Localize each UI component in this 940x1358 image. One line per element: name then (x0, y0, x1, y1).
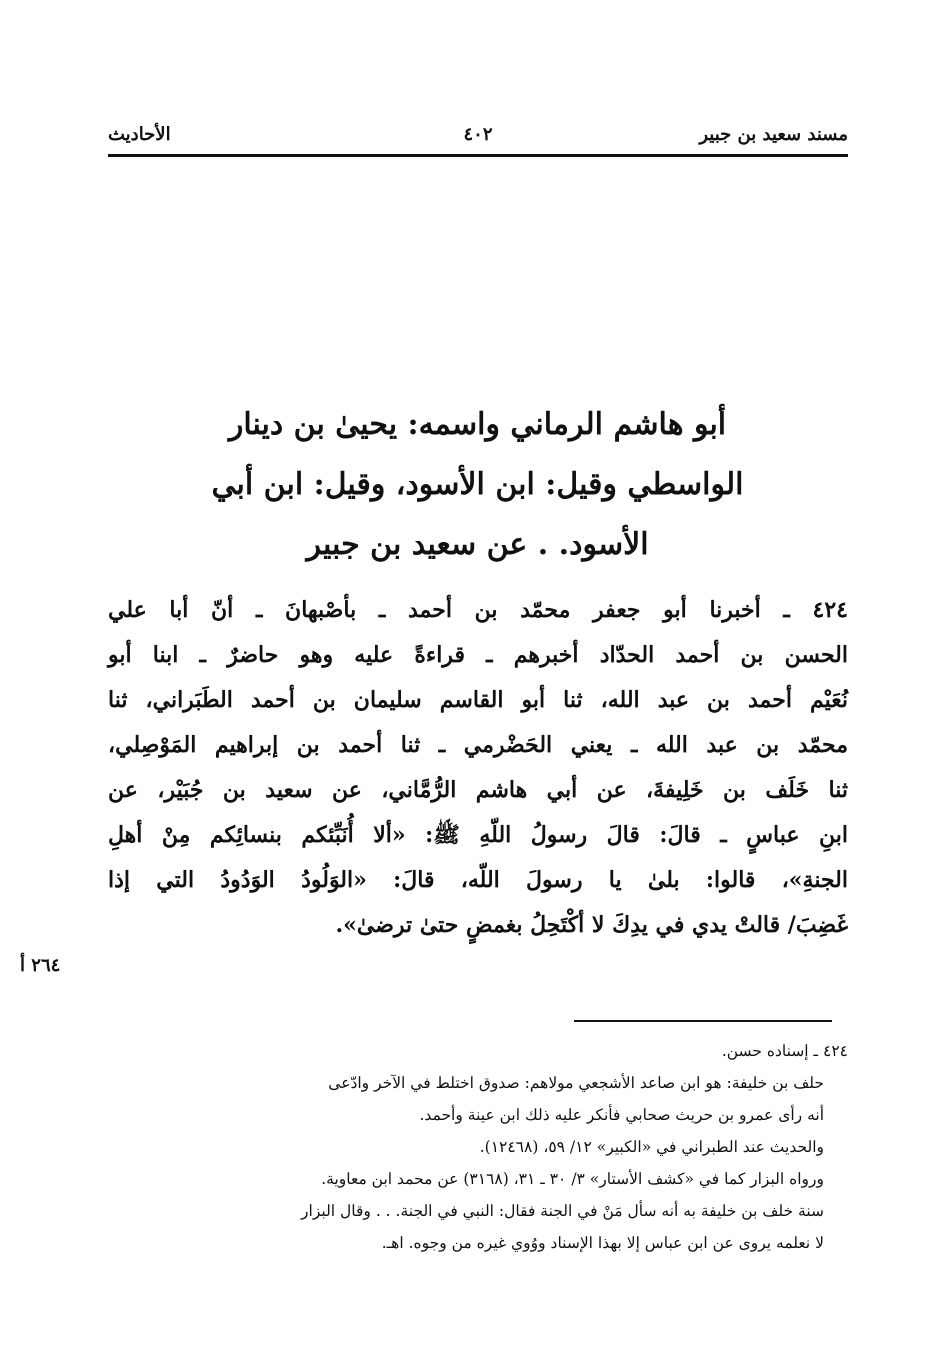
footnote-line: والحديث عند الطبراني في «الكبير» ١٢/ ٥٩، (١٢٤٦٨). (479, 1138, 824, 1156)
footnote-line: حلف بن خليفة: هو ابن صاعد الأشجعي مولاهم: صدوق اختلط في الآخر وادّعى (328, 1074, 824, 1092)
manuscript-folio-note: ٢٦٤ أ (20, 955, 61, 976)
body-line: ثنا خَلَف بن خَلِيفةَ، عن أبي هاشم الرُّمَّاني، عن سعيد بن جُبَيْر، عن (108, 777, 848, 803)
footnotes (108, 1035, 848, 1259)
hadith-text (108, 588, 848, 948)
footnote-rule (574, 1020, 832, 1022)
body-line: غَضِبَ/ قالتْ يدي في يدِكَ لا أكْتَحِلُ بغمضٍ حتىٰ ترضىٰ». (335, 912, 848, 938)
body-line: الحسن بن أحمد الحدّاد أخبرهم ـ قراءةً عليه وهو حاضرٌ ـ ابنا أبو (108, 642, 848, 668)
footnote-line: لا نعلمه يروى عن ابن عباس إلا بهذا الإسناد ووُوي غيره من وجوه. اهـ. (381, 1234, 824, 1252)
header-rule (108, 154, 848, 157)
body-line: ٤٢٤ ـ أخبرنا أبو جعفر محمّد بن أحمد ـ بأصْبهانَ ـ أنّ أبا علي (108, 597, 848, 623)
title-line: الواسطي وقيل: ابن الأسود، وقيل: ابن أبي (211, 467, 744, 502)
header-page-number: ٤٠٢ (463, 124, 493, 145)
footnote-line: ورواه البزار كما في «كشف الأستار» ٣/ ٣٠ ـ ٣١، (٣١٦٨) عن محمد ابن معاوية. (321, 1170, 824, 1188)
footnote-line: أنه رأى عمرو بن حريث صحابي فأنكر عليه ذلك ابن عينة وأحمد. (419, 1106, 824, 1124)
footnote-line: سنة خلف بن خليفة به أنه سأل مَنْ في الجنة فقال: النبي في الجنة. . . وقال البزار (301, 1202, 824, 1220)
title-line: الأسود. . عن سعيد بن جبير (306, 527, 649, 562)
body-line: الجنةِ»، قالوا: بلىٰ يا رسولَ اللّه، قالَ: «الوَلُودُ الوَدُودُ التي إذا (108, 867, 848, 893)
header-section-title: الأحاديث (108, 124, 171, 145)
body-line: نُعَيْم أحمد بن عبد الله، ثنا أبو القاسم سليمان بن أحمد الطَبَراني، ثنا (108, 687, 848, 713)
title-line: أبو هاشم الرماني واسمه: يحيىٰ بن دينار (228, 407, 727, 442)
chapter-title (150, 395, 805, 575)
body-line: محمّد بن عبد الله ـ يعني الحَضْرمي ـ ثنا أحمد بن إبراهيم المَوْصِلي، (108, 732, 848, 758)
running-header (108, 118, 848, 154)
header-book-title: مسند سعيد بن جبير (699, 124, 848, 145)
body-line: ابنِ عباسٍ ـ قالَ: قالَ رسولُ اللّهِ ﷺ: «ألا أُنَبِّئكم بنسائِكم مِنْ أهلِ (108, 822, 848, 848)
footnote-line: ٤٢٤ ـ إسناده حسن. (721, 1042, 848, 1060)
